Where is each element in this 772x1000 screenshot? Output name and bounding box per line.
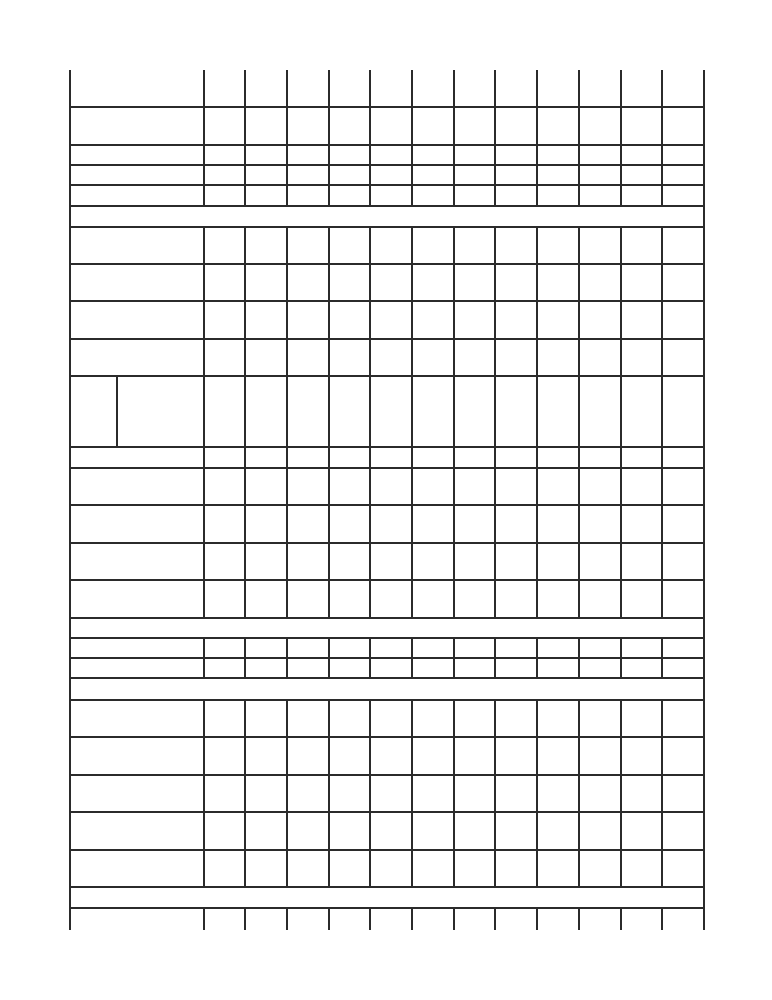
table-column-borders [70,70,704,930]
table-row-borders [70,107,704,908]
